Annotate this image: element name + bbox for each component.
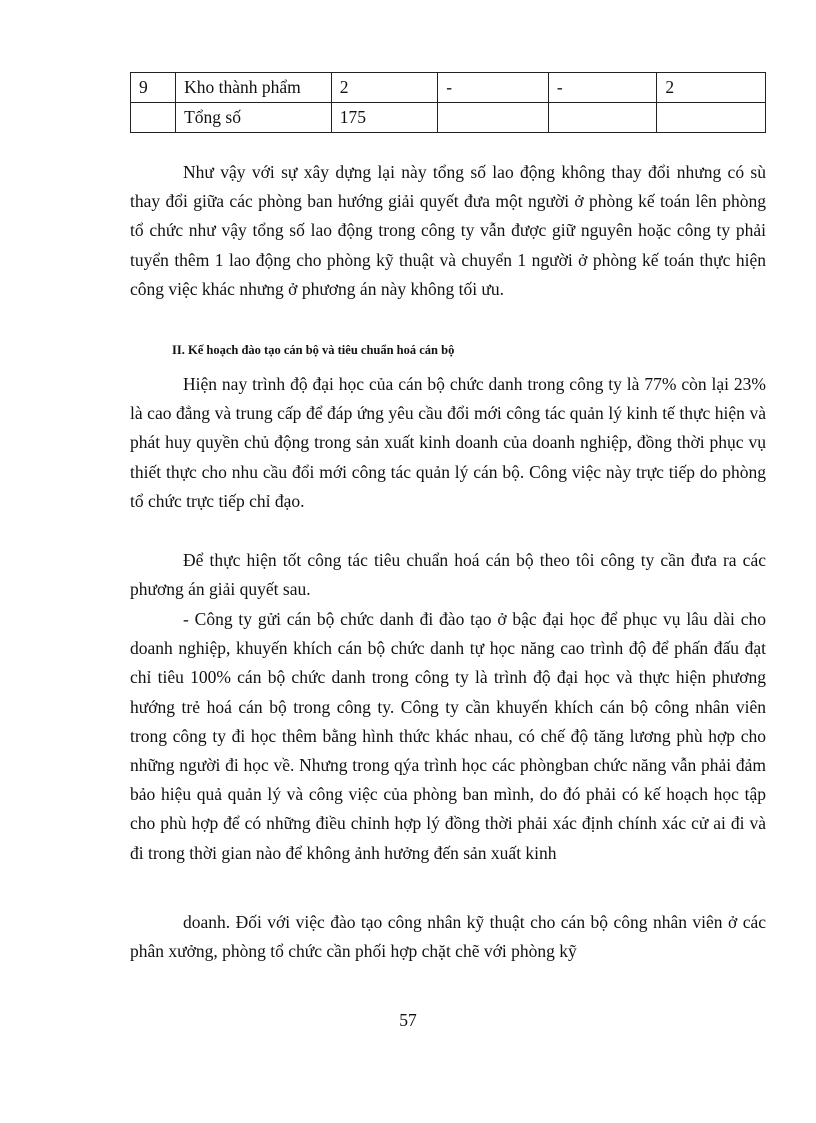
page-number: 57 bbox=[399, 1010, 417, 1030]
table-cell: 9 bbox=[131, 73, 176, 103]
table-row bbox=[131, 73, 766, 103]
table-cell: 175 bbox=[331, 103, 438, 133]
table-cell: Kho thành phẩm bbox=[176, 73, 332, 103]
paragraph-training-plan: - Công ty gửi cán bộ chức danh đi đào tạo ở bậc đại học để phục vụ lâu dài cho doanh nghiệp, khuyến khích cán bộ chức danh tự học năng cao trình độ để phấn đấu đạt chỉ tiêu 100% cán bộ chức danh trong công ty là trình độ đại học và thực hiện phương hướng trẻ hoá cán bộ trong công ty. Công ty cần khuyến khích cán bộ công nhân viên trong công ty đi học thêm bằng hình thức khác nhau, có chế độ tăng lương phù hợp cho những người đi học về. Nhưng trong qýa trình học các phòngban chức năng vẫn phải đảm bảo hiệu quả quản lý và công việc của phòng ban mình, do đó phải có kế hoạch học tập cho phù hợp để có những điều chỉnh hợp lý đồng thời phải xác định chính xác cử ai đi và đi trong thời gian nào để không ảnh hưởng đến sản xuất kinh bbox=[130, 609, 766, 863]
table-cell bbox=[548, 103, 657, 133]
table-cell: - bbox=[438, 73, 549, 103]
table-cell bbox=[131, 103, 176, 133]
table-cell bbox=[657, 103, 766, 133]
section-heading: II. Kế hoạch đào tạo cán bộ và tiêu chuẩn hoá cán bộ bbox=[172, 343, 455, 357]
paragraph-solutions-intro: Để thực hiện tốt công tác tiêu chuẩn hoá cán bộ theo tôi công ty cần đưa ra các phương án giải quyết sau. bbox=[130, 550, 766, 600]
staff-table bbox=[130, 72, 766, 133]
paragraph-technical-training: doanh. Đối với việc đào tạo công nhân kỹ thuật cho cán bộ công nhân viên ở các phân xưởng, phòng tổ chức cần phối hợp chặt chẽ với phòng kỹ bbox=[130, 912, 766, 962]
table-cell: 2 bbox=[657, 73, 766, 103]
table-cell: Tổng số bbox=[176, 103, 332, 133]
table-cell bbox=[438, 103, 549, 133]
table-cell: 2 bbox=[331, 73, 438, 103]
table-row bbox=[131, 103, 766, 133]
paragraph-education-level: Hiện nay trình độ đại học của cán bộ chức danh trong công ty là 77% còn lại 23% là cao đẳng và trung cấp để đáp ứng yêu cầu đổi mới công tác quản lý kinh tế thực hiện và phát huy quyền chủ động trong sản xuất kinh doanh của doanh nghiệp, đồng thời phục vụ thiết thực cho nhu cầu đổi mới công tác quản lý cán bộ. Công việc này trực tiếp do phòng tổ chức trực tiếp chỉ đạo. bbox=[130, 374, 766, 511]
table-cell: - bbox=[548, 73, 657, 103]
paragraph-summary: Như vậy với sự xây dựng lại này tổng số lao động không thay đổi nhưng có sù thay đổi giữa các phòng ban hướng giải quyết đưa một người ở phòng kế toán lên phòng tổ chức như vậy tổng số lao động trong công ty vẫn được giữ nguyên hoặc công ty phải tuyển thêm 1 lao động cho phòng kỹ thuật và chuyển 1 người ở phòng kế toán thực hiện công việc khác nhưng ở phương án này không tối ưu. bbox=[130, 162, 766, 299]
